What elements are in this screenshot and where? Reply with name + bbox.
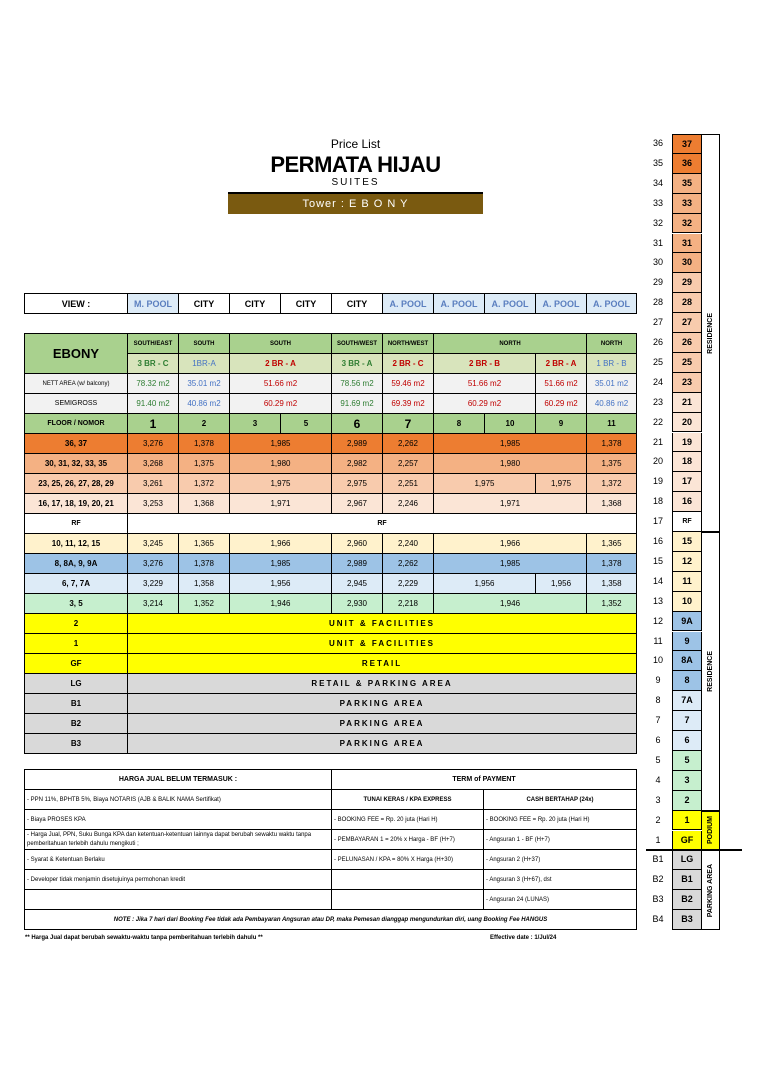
price-cell: 1,372 bbox=[179, 474, 230, 494]
price-cell: 2,967 bbox=[332, 494, 383, 514]
view-col: A. POOL bbox=[434, 294, 485, 314]
level-number: 23 bbox=[652, 396, 663, 407]
orientation: NORTH bbox=[587, 334, 637, 354]
floor-name: 31 bbox=[672, 234, 702, 254]
price-cell: 3,276 bbox=[128, 554, 179, 574]
price-cell: 1,971 bbox=[230, 494, 332, 514]
floor-name: RF bbox=[672, 512, 702, 532]
level-number: 8 bbox=[655, 695, 661, 706]
nett-area: 51.66 m2 bbox=[434, 374, 536, 394]
unit-number: 2 bbox=[179, 414, 230, 434]
floor-name: 28 bbox=[672, 293, 702, 313]
floor-use: RETAIL bbox=[128, 654, 637, 674]
semigross-area: 69.39 m2 bbox=[383, 394, 434, 414]
price-cell: 1,352 bbox=[587, 594, 637, 614]
floor-name: B3 bbox=[672, 910, 702, 930]
floor-use: UNIT & FACILITIES bbox=[128, 614, 637, 634]
nett-area: 59.46 m2 bbox=[383, 374, 434, 394]
price-cell: 2,262 bbox=[383, 434, 434, 454]
price-cell: 1,946 bbox=[434, 594, 587, 614]
unit-type: 2 BR - C bbox=[383, 354, 434, 374]
level-number: 10 bbox=[652, 655, 663, 666]
cash-item: - Angsuran 2 (H+37) bbox=[484, 850, 637, 870]
level-number: 33 bbox=[652, 197, 663, 208]
price-cell: 1,946 bbox=[230, 594, 332, 614]
tower-name: EBONY bbox=[25, 334, 128, 374]
price-cell: 2,989 bbox=[332, 434, 383, 454]
floor-name: 7A bbox=[672, 691, 702, 711]
floor-name: 29 bbox=[672, 273, 702, 293]
level-number: 36 bbox=[652, 138, 663, 148]
zone-text: PODIUM bbox=[707, 816, 714, 845]
level-number: 26 bbox=[652, 337, 663, 347]
level-number: 27 bbox=[652, 317, 663, 328]
floor-name: 17 bbox=[672, 472, 702, 492]
price-cell: 2,975 bbox=[332, 474, 383, 494]
terms-left-header: HARGA JUAL BELUM TERMASUK : bbox=[25, 770, 332, 790]
terms-item: pemberitahuan terlebih dahulu mengikuti ; bbox=[27, 840, 139, 847]
price-cell: 2,982 bbox=[332, 454, 383, 474]
zone-text: PARKING AREA bbox=[707, 863, 714, 917]
view-col: M. POOL bbox=[128, 294, 179, 314]
floor-name: 11 bbox=[672, 572, 702, 592]
floor-group: 23, 25, 26, 27, 28, 29 bbox=[25, 474, 128, 494]
price-cell: 1,985 bbox=[230, 554, 332, 574]
level-number: 6 bbox=[655, 735, 661, 745]
price-cell: 1,378 bbox=[179, 434, 230, 454]
level-number: 7 bbox=[655, 715, 661, 726]
level-number: 19 bbox=[652, 476, 663, 487]
level-number: 31 bbox=[652, 237, 663, 248]
price-cell: 3,245 bbox=[128, 534, 179, 554]
semigross-area: 60.29 m2 bbox=[230, 394, 332, 414]
zone-label bbox=[702, 811, 720, 851]
price-cell: 2,945 bbox=[332, 574, 383, 594]
nett-area: 35.01 m2 bbox=[587, 374, 637, 394]
level-number: 30 bbox=[652, 257, 663, 268]
level-number: 16 bbox=[652, 536, 663, 546]
price-cell: 2,229 bbox=[383, 574, 434, 594]
floor-group: B3 bbox=[25, 734, 128, 754]
floor-name: GF bbox=[672, 831, 702, 851]
orientation: SOUTH/EAST bbox=[128, 334, 179, 354]
nett-area: 35.01 m2 bbox=[179, 374, 230, 394]
view-col: A. POOL bbox=[536, 294, 587, 314]
level-number: 14 bbox=[652, 575, 663, 586]
price-cell: 1,985 bbox=[230, 434, 332, 454]
floor-name: 15 bbox=[672, 532, 702, 552]
unit-number: 6 bbox=[332, 414, 383, 434]
floor-name: 9 bbox=[672, 632, 702, 652]
floor-name: 21 bbox=[672, 393, 702, 413]
floor-group: 8, 8A, 9, 9A bbox=[25, 554, 128, 574]
floor-name: 10 bbox=[672, 592, 702, 612]
price-cell: 3,253 bbox=[128, 494, 179, 514]
floor-name: 18 bbox=[672, 452, 702, 472]
tunai-item: - PEMBAYARAN 1 = 20% x Harga - BF (H+7) bbox=[332, 830, 484, 850]
floor-use: RETAIL & PARKING AREA bbox=[128, 674, 637, 694]
unit-number: 11 bbox=[587, 414, 637, 434]
level-number: 3 bbox=[655, 794, 661, 805]
view-col: CITY bbox=[281, 294, 332, 314]
unit-type: 2 BR - B bbox=[434, 354, 536, 374]
price-cell: 1,975 bbox=[230, 474, 332, 494]
cash-item: - Angsuran 24 (LUNAS) bbox=[484, 890, 637, 910]
price-cell: 1,358 bbox=[587, 574, 637, 594]
floor-name: 35 bbox=[672, 174, 702, 194]
price-cell: 1,378 bbox=[587, 554, 637, 574]
unit-number: 3 bbox=[230, 414, 281, 434]
price-cell: 1,378 bbox=[587, 434, 637, 454]
floor-group: 3, 5 bbox=[25, 594, 128, 614]
terms-right-header: TERM of PAYMENT bbox=[332, 770, 637, 790]
semigross-label: SEMIGROSS bbox=[25, 394, 128, 414]
price-cell: 1,365 bbox=[179, 534, 230, 554]
terms-item: - PPN 11%, BPHTB 5%, Biaya NOTARIS (AJB & BALIK NAMA Sertifikat) bbox=[25, 790, 332, 810]
price-cell: 1,966 bbox=[434, 534, 587, 554]
rf-cell: RF bbox=[128, 514, 637, 534]
level-number: 2 bbox=[655, 814, 661, 825]
floor-group: 2 bbox=[25, 614, 128, 634]
orientation: NORTH/WEST bbox=[383, 334, 434, 354]
terms-item: - Developer tidak menjamin disetujuinya permohonan kredit bbox=[25, 870, 332, 890]
page-title: PERMATA HIJAU bbox=[270, 152, 441, 177]
tower-banner: Tower : E B O N Y bbox=[228, 194, 483, 214]
suites-label: SUITES bbox=[331, 177, 380, 188]
level-number: 34 bbox=[652, 177, 663, 188]
price-cell: 3,229 bbox=[128, 574, 179, 594]
price-cell: 1,985 bbox=[434, 434, 587, 454]
floor-group: LG bbox=[25, 674, 128, 694]
floor-name: 26 bbox=[672, 333, 702, 353]
unit-type: 1BR-A bbox=[179, 354, 230, 374]
price-cell: 2,218 bbox=[383, 594, 434, 614]
price-cell: 1,971 bbox=[434, 494, 587, 514]
view-col: A. POOL bbox=[485, 294, 536, 314]
floor-name: B2 bbox=[672, 890, 702, 910]
floor-group: B2 bbox=[25, 714, 128, 734]
level-number: 17 bbox=[652, 516, 663, 527]
price-cell: 3,214 bbox=[128, 594, 179, 614]
floor-name: 36 bbox=[672, 154, 702, 174]
floor-name: 32 bbox=[672, 214, 702, 234]
terms-item: - Harga Jual, PPN, Suku Bunga KPA dan ketentuan-ketentuan lainnya dapat berubah sewaktu waktu tanpa bbox=[27, 831, 312, 838]
price-cell: 3,268 bbox=[128, 454, 179, 474]
level-number: B2 bbox=[652, 874, 664, 885]
floor-group: RF bbox=[25, 514, 128, 534]
zone-label bbox=[702, 850, 720, 930]
semigross-area: 60.29 m2 bbox=[536, 394, 587, 414]
cash-item: - BOOKING FEE = Rp. 20 juta (Hari H) bbox=[484, 810, 637, 830]
price-cell: 2,262 bbox=[383, 554, 434, 574]
unit-type: 3 BR - C bbox=[128, 354, 179, 374]
price-cell: 1,372 bbox=[587, 474, 637, 494]
level-number: B3 bbox=[652, 894, 664, 905]
orientation: SOUTH bbox=[230, 334, 332, 354]
price-cell: 1,365 bbox=[587, 534, 637, 554]
floor-name: 6 bbox=[672, 731, 702, 751]
floor-name: 23 bbox=[672, 373, 702, 393]
floor-name: 3 bbox=[672, 771, 702, 791]
price-cell: 1,368 bbox=[587, 494, 637, 514]
floor-name: 8A bbox=[672, 651, 702, 671]
empty-cell bbox=[332, 870, 484, 890]
price-list-label: Price List bbox=[330, 137, 381, 151]
semigross-area: 40.86 m2 bbox=[587, 394, 637, 414]
floor-use: PARKING AREA bbox=[128, 714, 637, 734]
zone-label bbox=[702, 134, 720, 532]
zone-label bbox=[702, 532, 720, 811]
price-cell: 2,960 bbox=[332, 534, 383, 554]
floor-name: 25 bbox=[672, 353, 702, 373]
cash-item: - Angsuran 1 - BF (H+7) bbox=[484, 830, 637, 850]
zone-text: RESIDENCE bbox=[707, 312, 714, 354]
price-cell: 2,251 bbox=[383, 474, 434, 494]
floor-group: 36, 37 bbox=[25, 434, 128, 454]
view-col: CITY bbox=[230, 294, 281, 314]
floor-group: 16, 17, 18, 19, 20, 21 bbox=[25, 494, 128, 514]
price-cell: 1,980 bbox=[434, 454, 587, 474]
orientation: SOUTH bbox=[179, 334, 230, 354]
nett-area: 78.32 m2 bbox=[128, 374, 179, 394]
unit-number: 7 bbox=[383, 414, 434, 434]
floor-name: B1 bbox=[672, 870, 702, 890]
price-table bbox=[24, 333, 637, 754]
view-label: VIEW : bbox=[25, 294, 128, 314]
nett-label: NETT AREA (w/ balcony) bbox=[25, 374, 128, 394]
floor-name: 27 bbox=[672, 313, 702, 333]
ground-line bbox=[646, 849, 742, 851]
level-number: 22 bbox=[652, 416, 663, 427]
level-number: 5 bbox=[655, 754, 661, 765]
view-col: A. POOL bbox=[587, 294, 637, 314]
unit-number: 5 bbox=[281, 414, 332, 434]
tunai-header: TUNAI KERAS / KPA EXPRESS bbox=[332, 790, 484, 810]
terms-table bbox=[24, 769, 637, 930]
level-number: B1 bbox=[652, 854, 664, 865]
floor-name: 19 bbox=[672, 433, 702, 453]
level-number: 28 bbox=[652, 297, 663, 308]
terms-item: - Syarat & Ketentuan Berlaku bbox=[25, 850, 332, 870]
empty-cell bbox=[25, 890, 332, 910]
tunai-item: - BOOKING FEE = Rp. 20 juta (Hari H) bbox=[332, 810, 484, 830]
floor-group: B1 bbox=[25, 694, 128, 714]
price-cell: 2,989 bbox=[332, 554, 383, 574]
price-cell: 2,257 bbox=[383, 454, 434, 474]
floor-name: 5 bbox=[672, 751, 702, 771]
price-cell: 2,930 bbox=[332, 594, 383, 614]
level-number: 15 bbox=[652, 555, 663, 566]
price-cell: 1,956 bbox=[434, 574, 536, 594]
floor-name: 37 bbox=[672, 134, 702, 154]
floor-group: 1 bbox=[25, 634, 128, 654]
semigross-area: 91.40 m2 bbox=[128, 394, 179, 414]
nett-area: 78.56 m2 bbox=[332, 374, 383, 394]
level-number: 29 bbox=[652, 277, 663, 288]
floor-stack bbox=[646, 134, 746, 930]
price-cell: 1,980 bbox=[230, 454, 332, 474]
floor-name: 30 bbox=[672, 253, 702, 273]
price-cell: 1,985 bbox=[434, 554, 587, 574]
level-number: B4 bbox=[652, 914, 664, 925]
semigross-area: 60.29 m2 bbox=[434, 394, 536, 414]
price-cell: 2,246 bbox=[383, 494, 434, 514]
floor-name: 33 bbox=[672, 194, 702, 214]
orientation: NORTH bbox=[434, 334, 587, 354]
price-cell: 1,358 bbox=[179, 574, 230, 594]
floor-use: PARKING AREA bbox=[128, 694, 637, 714]
price-cell: 1,975 bbox=[434, 474, 536, 494]
unit-type: 1 BR - B bbox=[587, 354, 637, 374]
nett-area: 51.66 m2 bbox=[230, 374, 332, 394]
level-number: 25 bbox=[652, 356, 663, 367]
terms-item: - Biaya PROSES KPA bbox=[25, 810, 332, 830]
empty-cell bbox=[332, 890, 484, 910]
price-cell: 1,975 bbox=[536, 474, 587, 494]
semigross-area: 91.69 m2 bbox=[332, 394, 383, 414]
level-number: 35 bbox=[652, 157, 663, 168]
floor-name: 1 bbox=[672, 811, 702, 831]
floor-name: LG bbox=[672, 850, 702, 870]
level-number: 20 bbox=[652, 456, 663, 467]
level-number: 21 bbox=[652, 436, 663, 447]
floor-name: 8 bbox=[672, 671, 702, 691]
level-number: 4 bbox=[655, 774, 661, 785]
floor-name: 20 bbox=[672, 413, 702, 433]
floor-group: 10, 11, 12, 15 bbox=[25, 534, 128, 554]
unit-type: 2 BR - A bbox=[536, 354, 587, 374]
price-cell: 1,956 bbox=[536, 574, 587, 594]
view-col: A. POOL bbox=[383, 294, 434, 314]
floor-use: PARKING AREA bbox=[128, 734, 637, 754]
floor-name: 16 bbox=[672, 492, 702, 512]
level-number: 9 bbox=[655, 675, 661, 686]
footer-disclaimer: ** Harga Jual dapat berubah sewaktu-waktu tanpa pemberitahuan terlebih dahulu ** bbox=[25, 935, 263, 941]
level-number: 24 bbox=[652, 376, 663, 387]
unit-number: 10 bbox=[485, 414, 536, 434]
level-number: 1 bbox=[655, 834, 661, 845]
unit-type: 2 BR - A bbox=[230, 354, 332, 374]
level-number: 32 bbox=[652, 217, 663, 228]
floor-label: FLOOR / NOMOR bbox=[25, 414, 128, 434]
price-cell: 1,352 bbox=[179, 594, 230, 614]
price-cell: 1,956 bbox=[230, 574, 332, 594]
level-number: 11 bbox=[653, 635, 663, 646]
cash-header: CASH BERTAHAP (24x) bbox=[484, 790, 637, 810]
floor-name: 9A bbox=[672, 612, 702, 632]
price-cell: 3,276 bbox=[128, 434, 179, 454]
floor-name: 12 bbox=[672, 552, 702, 572]
price-cell: 3,261 bbox=[128, 474, 179, 494]
price-cell: 1,378 bbox=[179, 554, 230, 574]
unit-type: 3 BR - A bbox=[332, 354, 383, 374]
unit-number: 9 bbox=[536, 414, 587, 434]
floor-name: 2 bbox=[672, 791, 702, 811]
view-col: CITY bbox=[179, 294, 230, 314]
cash-item: - Angsuran 3 (H+67), dst bbox=[484, 870, 637, 890]
price-cell: 1,966 bbox=[230, 534, 332, 554]
floor-group: GF bbox=[25, 654, 128, 674]
level-number: 12 bbox=[652, 615, 663, 626]
unit-number: 8 bbox=[434, 414, 485, 434]
orientation: SOUTH/WEST bbox=[332, 334, 383, 354]
view-table bbox=[24, 293, 637, 314]
floor-group: 30, 31, 32, 33, 35 bbox=[25, 454, 128, 474]
tunai-item: - PELUNASAN / KPA = 80% X Harga (H+30) bbox=[332, 850, 484, 870]
terms-note: NOTE : Jika 7 hari dari Booking Fee tidak ada Pembayaran Angsuran atau DP, maka Pemesan dianggap mengundurkan diri, uang Booking Fee HANGUS bbox=[25, 910, 637, 930]
level-number: 18 bbox=[652, 496, 663, 507]
effective-date: Effective date : 1/Jul/24 bbox=[490, 935, 557, 941]
floor-use: UNIT & FACILITIES bbox=[128, 634, 637, 654]
level-number: 13 bbox=[652, 595, 663, 606]
floor-name: 7 bbox=[672, 711, 702, 731]
price-cell: 2,240 bbox=[383, 534, 434, 554]
price-cell: 1,375 bbox=[179, 454, 230, 474]
unit-number: 1 bbox=[128, 414, 179, 434]
price-cell: 1,368 bbox=[179, 494, 230, 514]
view-col: CITY bbox=[332, 294, 383, 314]
zone-text: RESIDENCE bbox=[707, 650, 714, 692]
price-cell: 1,375 bbox=[587, 454, 637, 474]
semigross-area: 40.86 m2 bbox=[179, 394, 230, 414]
nett-area: 51.66 m2 bbox=[536, 374, 587, 394]
floor-group: 6, 7, 7A bbox=[25, 574, 128, 594]
